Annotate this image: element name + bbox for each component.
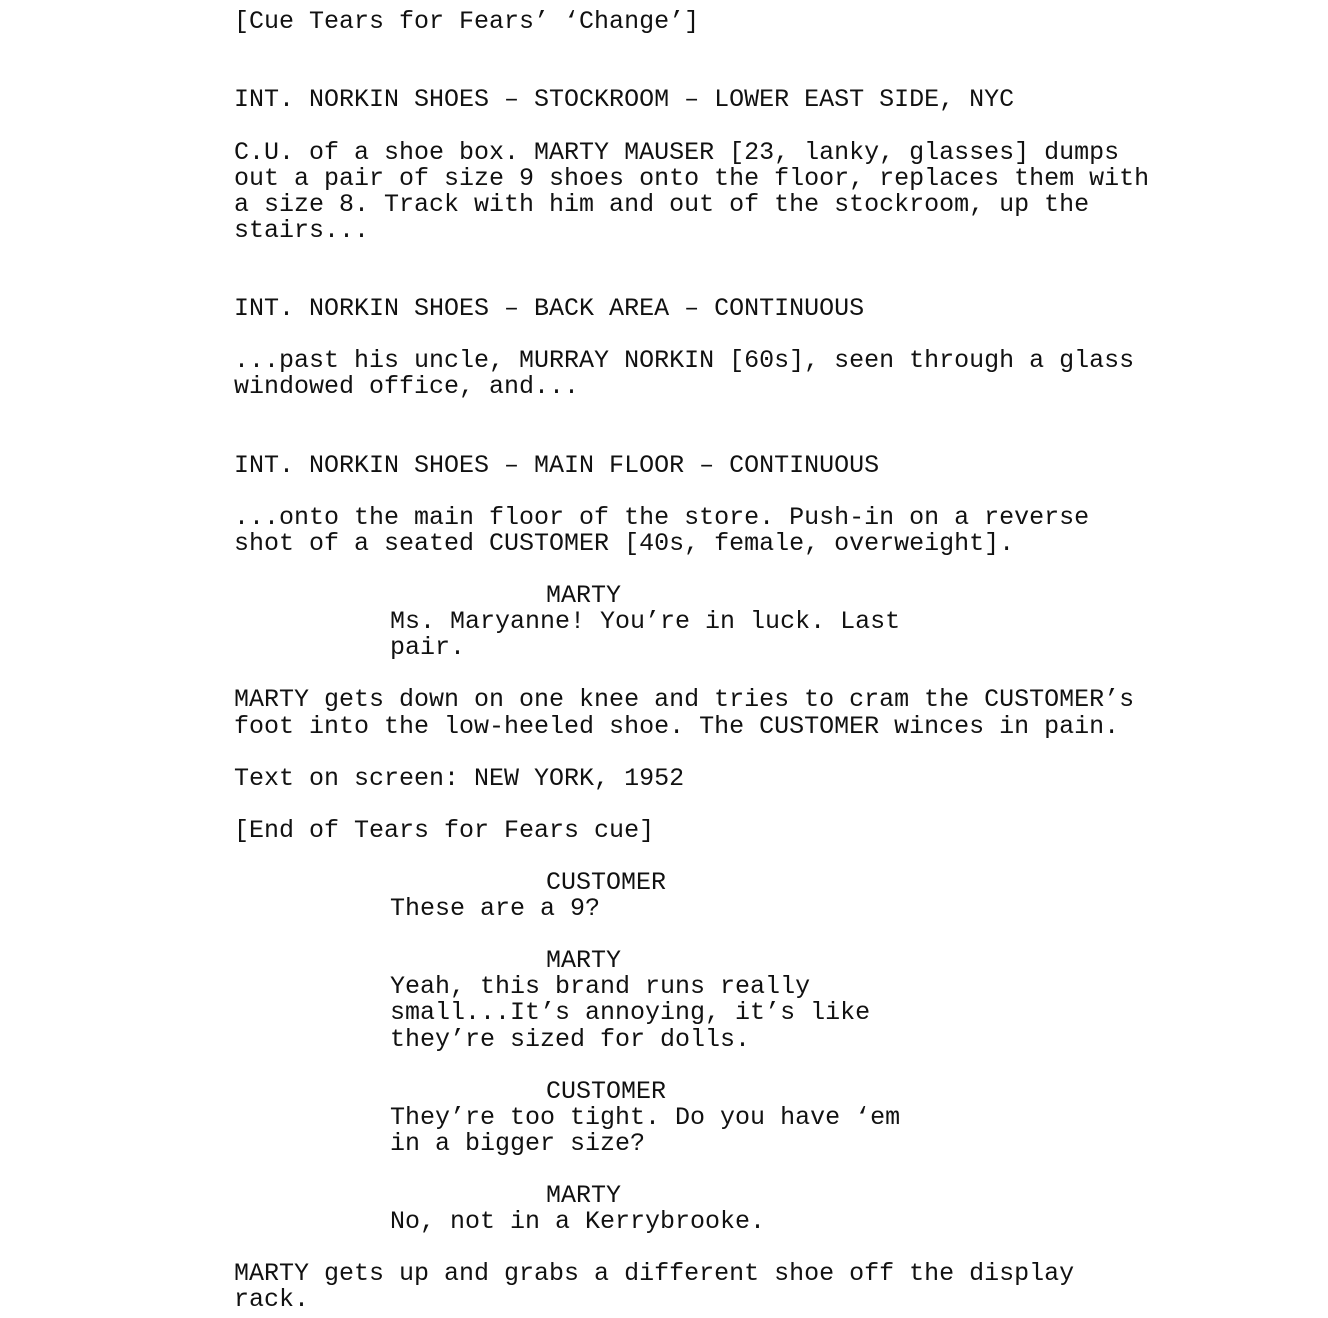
dialogue-line: They’re too tight. Do you have ‘em: [390, 1103, 901, 1132]
scene-heading-stockroom: INT. NORKIN SHOES – STOCKROOM – LOWER EAST SIDE, NYC: [234, 85, 1015, 114]
dialogue-line: No, not in a Kerrybrooke.: [390, 1207, 766, 1236]
text-on-screen: Text on screen: NEW YORK, 1952: [234, 764, 685, 793]
action-line: ...past his uncle, MURRAY NORKIN [60s], seen through a glass: [234, 346, 1135, 375]
dialogue-line: These are a 9?: [390, 894, 601, 923]
character-name: CUSTOMER: [546, 1077, 667, 1106]
music-cue: [Cue Tears for Fears’ ‘Change’]: [234, 7, 700, 36]
scene-heading-back-area: INT. NORKIN SHOES – BACK AREA – CONTINUOUS: [234, 294, 865, 323]
scene-heading-main-floor: INT. NORKIN SHOES – MAIN FLOOR – CONTINUOUS: [234, 451, 880, 480]
dialogue-line: they’re sized for dolls.: [390, 1025, 751, 1054]
dialogue-line: small...It’s annoying, it’s like: [390, 998, 871, 1027]
action-line: MARTY gets down on one knee and tries to cram the CUSTOMER’s: [234, 685, 1135, 714]
music-cue-end: [End of Tears for Fears cue]: [234, 816, 655, 845]
action-line: foot into the low-heeled shoe. The CUSTOMER winces in pain.: [234, 712, 1120, 741]
dialogue-line: in a bigger size?: [390, 1129, 646, 1158]
character-name: MARTY: [546, 581, 622, 610]
action-line: MARTY gets up and grabs a different shoe off the display: [234, 1259, 1075, 1288]
character-name: CUSTOMER: [546, 868, 667, 897]
action-line: rack.: [234, 1285, 310, 1314]
character-name: MARTY: [546, 946, 622, 975]
action-line: windowed office, and...: [234, 372, 580, 401]
dialogue-line: Ms. Maryanne! You’re in luck. Last: [390, 607, 901, 636]
action-line: ...onto the main floor of the store. Push-in on a reverse: [234, 503, 1090, 532]
dialogue-line: pair.: [390, 633, 466, 662]
action-line: out a pair of size 9 shoes onto the floor, replaces them with: [234, 164, 1150, 193]
character-name: MARTY: [546, 1181, 622, 1210]
action-line: a size 8. Track with him and out of the stockroom, up the: [234, 190, 1090, 219]
dialogue-line: Yeah, this brand runs really: [390, 972, 811, 1001]
action-line: C.U. of a shoe box. MARTY MAUSER [23, lanky, glasses] dumps: [234, 138, 1120, 167]
action-line: shot of a seated CUSTOMER [40s, female, overweight].: [234, 529, 1015, 558]
action-line: stairs...: [234, 216, 370, 245]
